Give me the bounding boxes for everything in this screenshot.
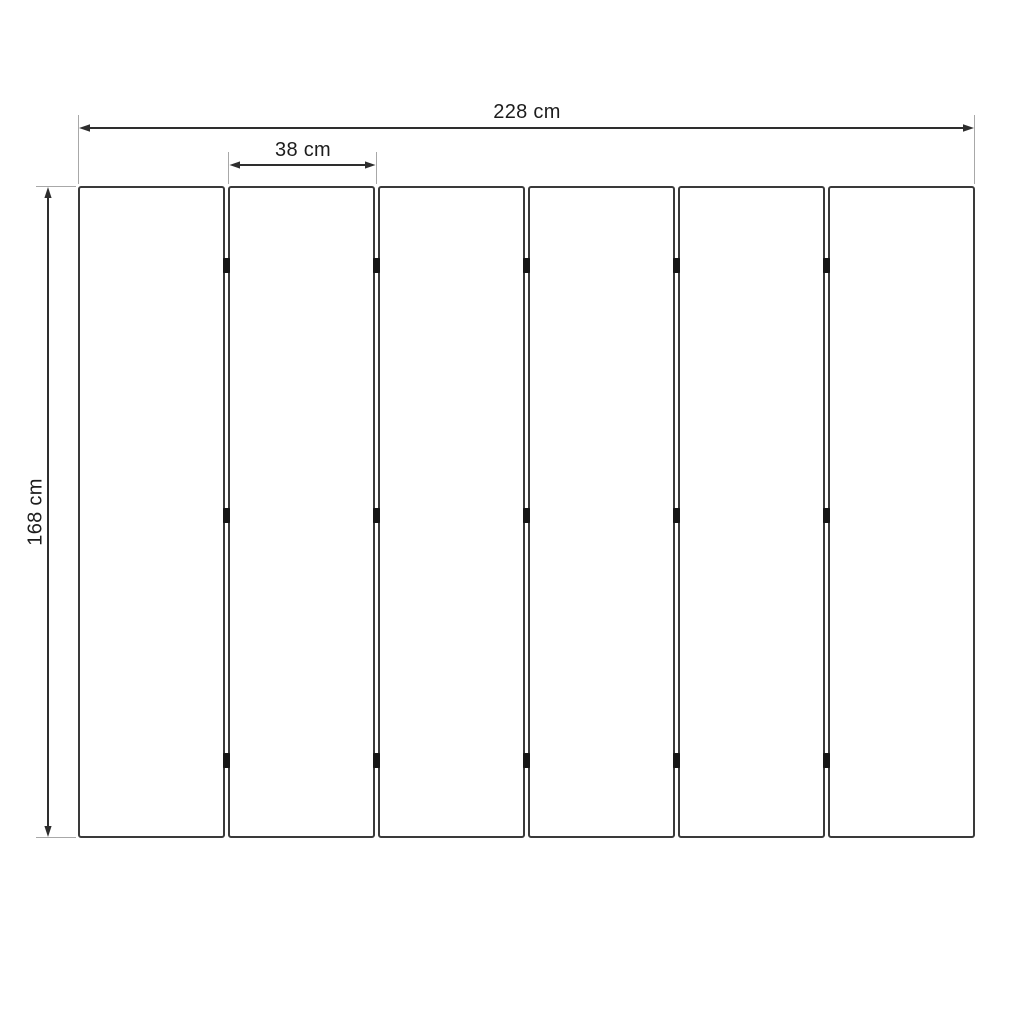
hinge <box>373 753 380 768</box>
panel-6 <box>828 186 975 838</box>
hinge <box>673 258 680 273</box>
arrowhead-up-icon <box>44 187 51 198</box>
dimension-label-total-width: 228 cm <box>493 101 561 123</box>
hinge <box>823 508 830 523</box>
panel-1 <box>78 186 225 838</box>
arrowhead-left-icon <box>230 161 241 168</box>
arrowhead-right-icon <box>963 124 974 132</box>
panel-5 <box>678 186 825 838</box>
hinge <box>673 753 680 768</box>
panel-2 <box>228 186 375 838</box>
hinge <box>523 508 530 523</box>
hinge <box>673 508 680 523</box>
hinge <box>223 508 230 523</box>
hinge <box>373 508 380 523</box>
hinge <box>223 753 230 768</box>
panel-4 <box>528 186 675 838</box>
hinge <box>223 258 230 273</box>
arrowhead-right-icon <box>365 161 376 168</box>
arrowhead-left-icon <box>79 124 90 132</box>
hinge <box>523 753 530 768</box>
panel-3 <box>378 186 525 838</box>
hinge <box>823 753 830 768</box>
hinge <box>823 258 830 273</box>
dimension-label-panel-width: 38 cm <box>275 139 331 161</box>
dimension-label-height: 168 cm <box>24 478 47 546</box>
hinge <box>523 258 530 273</box>
arrowhead-down-icon <box>44 826 51 837</box>
hinge <box>373 258 380 273</box>
